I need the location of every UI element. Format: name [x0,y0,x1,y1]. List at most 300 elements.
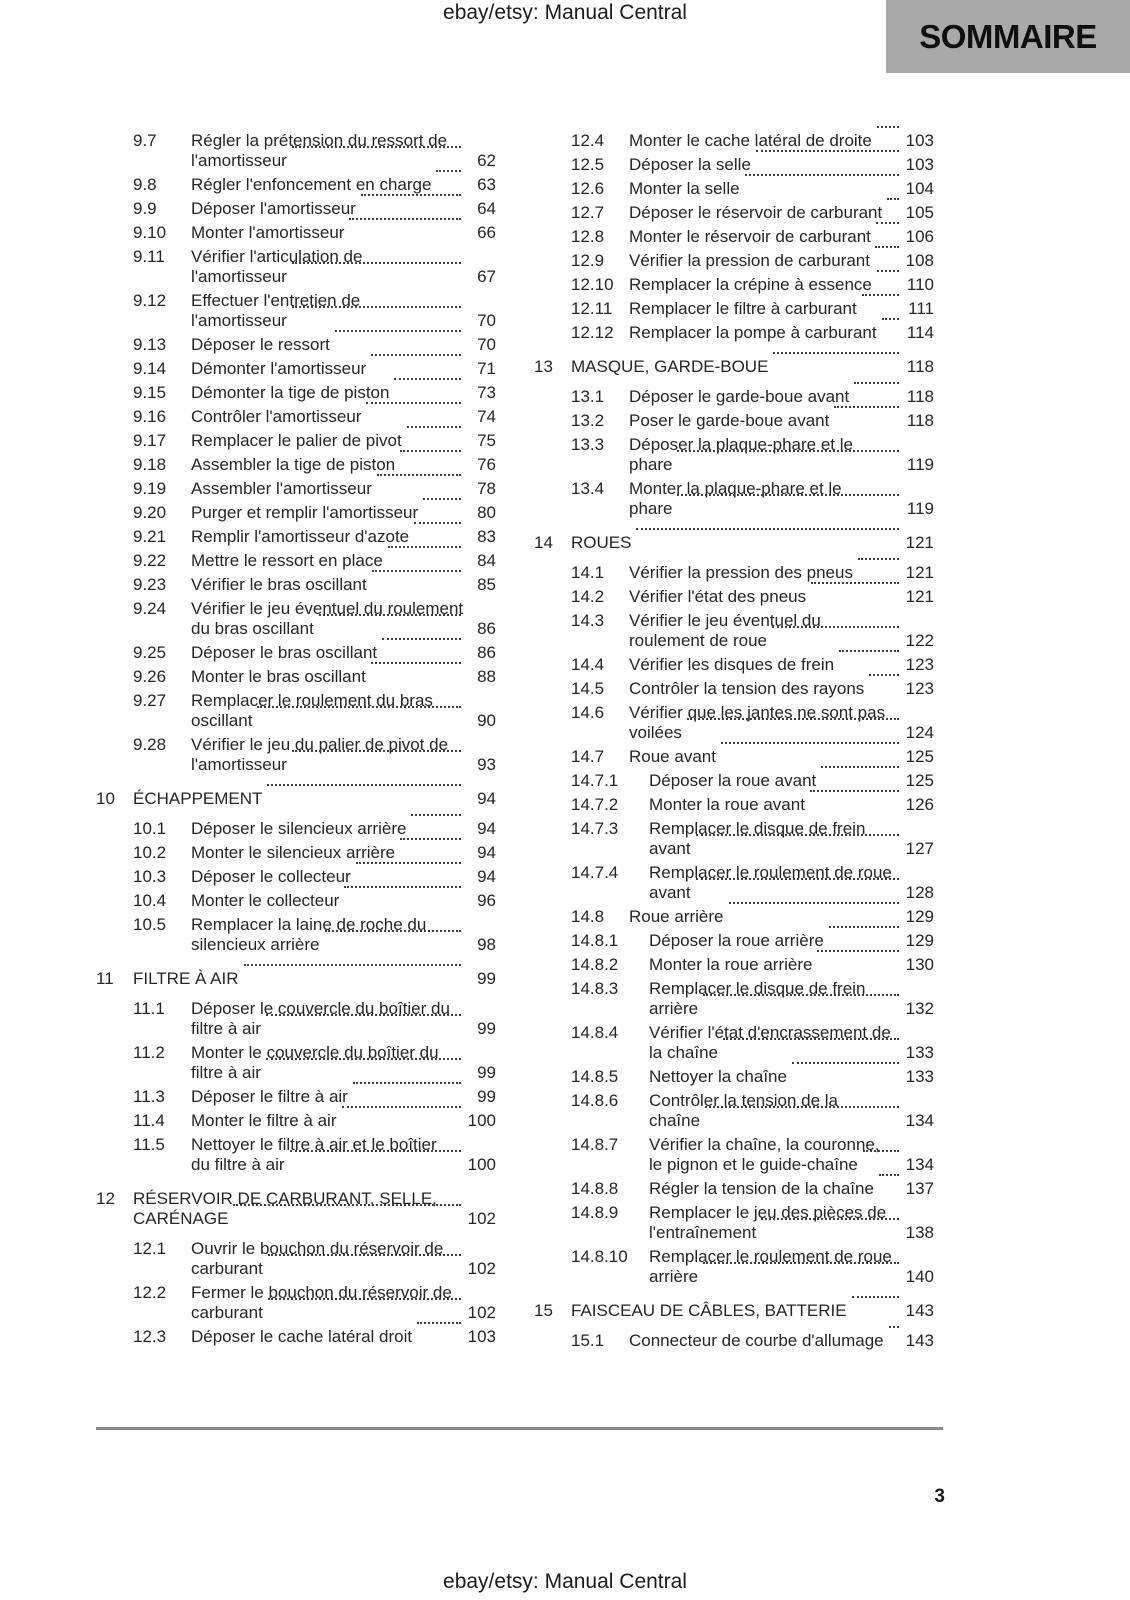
toc-title-lastline [629,179,934,199]
toc-title-block [629,655,934,675]
toc-title-line: Nettoyer le filtre à air et le boîtier [191,1135,437,1154]
toc-entry [534,1135,934,1175]
toc-title-text: Connecteur de courbe d'allumage [629,1331,884,1350]
toc-entry [534,771,934,791]
toc-title-lastline [571,357,934,377]
toc-number: 14.4 [571,655,605,674]
toc-page-ref: 86 [477,619,496,638]
toc-page-ref: 119 [906,499,934,518]
toc-title-lastline [649,1267,934,1287]
toc-entry [534,251,934,271]
toc-title-lastline [191,223,496,243]
toc-number: 12.12 [571,323,614,342]
toc-number: 9.17 [133,431,167,450]
toc-number: 13.3 [571,435,605,454]
toc-number: 14.8 [571,907,605,926]
toc-page-ref: 103 [905,155,934,174]
page-number: 3 [934,1486,945,1507]
toc-title-text: Remplacer la crépine à essence [629,275,872,294]
toc-page-ref: 78 [477,479,496,498]
toc-page-ref: 100 [467,1155,496,1174]
toc-title-text: ROUES [571,533,632,552]
toc-number: 14 [534,533,553,552]
toc-title-lastline [191,667,496,687]
toc-entry [96,199,496,219]
page-header-title: ebay/etsy: Manual Central [443,1,687,24]
toc-title-text: Monter le réservoir de carburant [629,227,871,246]
toc-title-block [191,891,496,911]
toc-entry [96,223,496,243]
toc-title-block [191,575,496,595]
toc-title-lastline [191,711,496,731]
toc-number: 12.6 [571,179,605,198]
toc-title-lastline [649,1179,934,1199]
toc-number: 12.9 [571,251,605,270]
toc-number: 13.1 [571,387,605,406]
toc-title-lastline [629,131,934,151]
toc-page-ref: 84 [477,551,496,570]
toc-number: 14.7.1 [571,771,619,790]
toc-title-lastline [191,1259,496,1279]
toc-title-text: Monter la roue avant [649,795,805,814]
toc-entry [534,955,934,975]
toc-title-lastline [649,1223,934,1243]
toc-entry [534,819,934,859]
toc-entry [96,819,496,839]
toc-title-text: Vérifier la pression de carburant [629,251,870,270]
toc-title-block [629,387,934,407]
toc-number: 9.11 [133,247,165,266]
toc-title-text: chaîne [649,1111,701,1130]
toc-title-text: Poser le garde-boue avant [629,411,830,430]
toc-entry [96,599,496,639]
toc-entry [96,335,496,355]
toc-title-text: Remplacer le filtre à carburant [629,299,857,318]
toc-page-ref: 114 [906,323,934,342]
toc-title-block [133,969,496,989]
toc-entry [96,131,496,171]
toc-title-lastline [191,503,496,523]
toc-title-text: phare [629,499,673,518]
toc-title-lastline [191,431,496,451]
toc-title-block [191,1239,496,1279]
toc-title-text: Contrôler l'amortisseur [191,407,362,426]
toc-title-text: Déposer le ressort [191,335,330,354]
toc-page-ref: 67 [477,267,496,286]
toc-title-block [649,1203,934,1243]
toc-title-block [649,1091,934,1131]
toc-title-block [629,411,934,431]
toc-title-lastline [629,387,934,407]
toc-number: 12.11 [571,299,613,318]
toc-title-text: Monter le filtre à air [191,1111,337,1130]
toc-title-text: Régler l'enfoncement en charge [191,175,432,194]
toc-title-text: du filtre à air [191,1155,285,1174]
toc-page-ref: 99 [477,1087,496,1106]
toc-title-lastline [133,1209,496,1229]
toc-title-lastline [649,955,934,975]
toc-title-block [629,435,934,475]
toc-title-lastline [191,867,496,887]
toc-number: 11.5 [133,1135,165,1154]
toc-number: 14.7.4 [571,863,619,882]
toc-title-lastline [629,499,934,519]
toc-title-line: Monter le couvercle du boîtier du [191,1043,439,1062]
toc-page-ref: 94 [477,819,496,838]
toc-number: 9.12 [133,291,167,310]
toc-number: 12 [96,1189,115,1208]
toc-title-text: le pignon et le guide-chaîne [649,1155,858,1174]
toc-title-lastline [191,151,496,171]
toc-entry [96,1239,496,1279]
toc-number: 11.3 [133,1087,165,1106]
toc-title-text: Purger et remplir l'amortisseur [191,503,419,522]
toc-title-lastline [191,755,496,775]
toc-entry [534,907,934,927]
toc-number: 9.8 [133,175,157,194]
toc-number: 9.19 [133,479,167,498]
toc-title-text: ÉCHAPPEMENT [133,789,263,808]
toc-title-block [191,175,496,195]
toc-column-left [96,131,496,1355]
toc-entry [96,407,496,427]
toc-title-line: Remplacer le disque de frein [649,819,866,838]
toc-title-text: filtre à air [191,1019,261,1038]
toc-title-block [629,323,934,343]
toc-page-ref: 75 [477,431,496,450]
toc-number: 9.20 [133,503,167,522]
toc-title-text: Régler la tension de la chaîne [649,1179,874,1198]
toc-number: 9.26 [133,667,167,686]
toc-entry [534,1067,934,1087]
toc-title-lastline [629,275,934,295]
toc-page-ref: 111 [908,299,934,318]
toc-title-block [191,1283,496,1323]
toc-title-block [191,527,496,547]
toc-title-block [191,1111,496,1131]
toc-title-block [191,1327,496,1347]
toc-page-ref: 94 [477,789,496,808]
toc-page-ref: 76 [477,455,496,474]
toc-title-lastline [571,533,934,553]
toc-number: 11.4 [133,1111,165,1130]
toc-title-text: Déposer l'amortisseur [191,199,356,218]
toc-title-text: Monter le silencieux arrière [191,843,396,862]
toc-title-text: l'amortisseur [191,151,287,170]
toc-title-block [629,611,934,651]
toc-title-text: Mettre le ressort en place [191,551,383,570]
toc-title-text: Monter la roue arrière [649,955,813,974]
toc-title-lastline [191,819,496,839]
toc-title-text: Déposer le collecteur [191,867,351,886]
toc-title-text: oscillant [191,711,253,730]
toc-title-lastline [649,1043,934,1063]
toc-title-line: Remplacer le roulement de roue [649,1247,892,1266]
toc-entry [96,643,496,663]
toc-entry [534,1023,934,1063]
toc-title-block [191,867,496,887]
toc-title-block [191,843,496,863]
toc-title-lastline [191,1155,496,1175]
toc-title-block [649,979,934,1019]
toc-title-line: Remplacer le disque de frein [649,979,866,998]
toc-number: 14.7.3 [571,819,619,838]
toc-page-ref: 66 [477,223,496,242]
toc-entry [96,527,496,547]
toc-number: 14.2 [571,587,605,606]
toc-title-block [571,533,934,553]
toc-title-line: Vérifier le jeu du palier de pivot de [191,735,449,754]
toc-page-ref: 134 [905,1111,934,1130]
toc-number: 10.3 [133,867,167,886]
toc-title-text: Vérifier les disques de frein [629,655,835,674]
toc-title-lastline [629,411,934,431]
toc-page-ref: 96 [477,891,496,910]
toc-page-ref: 94 [477,843,496,862]
toc-page-ref: 118 [906,411,934,430]
toc-number: 14.8.7 [571,1135,619,1154]
toc-title-lastline [191,1111,496,1131]
toc-title-text: CARÉNAGE [133,1209,229,1228]
toc-title-text: Déposer le bras oscillant [191,643,378,662]
toc-page-ref: 123 [905,679,934,698]
toc-title-block [191,667,496,687]
toc-title-lastline [191,891,496,911]
toc-title-text: Monter le collecteur [191,891,340,910]
toc-title-line: Monter la plaque-phare et le [629,479,842,498]
toc-title-block [133,789,496,809]
toc-page-ref: 128 [905,883,934,902]
toc-number: 10.5 [133,915,167,934]
toc-number: 9.24 [133,599,167,618]
toc-title-text: roulement de roue [629,631,767,650]
toc-entry [96,175,496,195]
toc-title-block [649,771,934,791]
toc-entry [96,1135,496,1175]
toc-title-line: RÉSERVOIR DE CARBURANT, SELLE, [133,1189,437,1208]
toc-entry [96,455,496,475]
toc-number: 9.7 [133,131,157,150]
toc-title-block [629,587,934,607]
toc-entry [534,1091,934,1131]
toc-number: 14.8.2 [571,955,619,974]
toc-column-right [534,131,934,1355]
toc-page-ref: 118 [906,357,934,376]
toc-entry [534,703,934,743]
toc-entry [96,891,496,911]
toc-title-block [191,819,496,839]
toc-title-block [629,703,934,743]
toc-page-ref: 133 [905,1067,934,1086]
toc-number: 12.8 [571,227,605,246]
toc-entry [534,179,934,199]
toc-page-ref: 102 [467,1209,496,1228]
toc-entry [534,931,934,951]
toc-title-block [649,1023,934,1063]
toc-title-line: Vérifier le jeu éventuel du roulement [191,599,464,618]
toc-title-block [629,203,934,223]
toc-title-lastline [649,1111,934,1131]
toc-page-ref: 121 [905,587,934,606]
toc-entry [534,155,934,175]
toc-title-text: l'entraînement [649,1223,757,1242]
toc-title-block [629,179,934,199]
toc-number: 13.4 [571,479,605,498]
toc-title-text: Remplir l'amortisseur d'azote [191,527,410,546]
toc-entry [96,575,496,595]
toc-title-block [629,251,934,271]
toc-title-block [133,1189,496,1229]
toc-title-lastline [629,455,934,475]
toc-title-block [649,931,934,951]
toc-number: 14.8.4 [571,1023,619,1042]
toc-number: 9.15 [133,383,167,402]
toc-title-lastline [191,383,496,403]
toc-entry [534,299,934,319]
toc-number: 14.8.8 [571,1179,619,1198]
toc-title-block [191,291,496,331]
toc-number: 13 [534,357,553,376]
toc-title-block [649,955,934,975]
toc-entry [96,1283,496,1323]
toc-title-text: Roue avant [629,747,716,766]
toc-title-block [629,479,934,519]
toc-title-lastline [191,619,496,639]
toc-title-block [191,503,496,523]
toc-page-ref: 108 [905,251,934,270]
toc-title-text: Roue arrière [629,907,724,926]
toc-title-text: Déposer le silencieux arrière [191,819,407,838]
toc-title-lastline [629,155,934,175]
toc-entry [534,131,934,151]
toc-page-ref: 103 [467,1327,496,1346]
toc-title-block [191,1135,496,1175]
toc-page-ref: 99 [477,969,496,988]
toc-title-text: Déposer le garde-boue avant [629,387,850,406]
toc-page-ref: 70 [477,311,496,330]
toc-title-text: Monter la selle [629,179,740,198]
toc-title-block [649,1067,934,1087]
toc-title-text: Vérifier l'état des pneus [629,587,807,606]
toc-title-text: l'amortisseur [191,311,287,330]
toc-number: 14.8.6 [571,1091,619,1110]
toc-entry [96,735,496,775]
toc-title-text: Vérifier le bras oscillant [191,575,367,594]
toc-title-line: Remplacer le jeu des pièces de [649,1203,887,1222]
toc-number: 12.10 [571,275,614,294]
toc-title-block [629,907,934,927]
toc-entry [96,1087,496,1107]
toc-title-block [571,1301,934,1321]
toc-page-ref: 88 [477,667,496,686]
toc-title-text: Remplacer le palier de pivot [191,431,402,450]
toc-page-ref: 121 [905,563,934,582]
toc-page-ref: 121 [905,533,934,552]
toc-title-text: silencieux arrière [191,935,320,954]
sommaire-banner [886,0,1130,73]
toc-page-ref: 134 [905,1155,934,1174]
toc-page-ref: 143 [905,1331,934,1350]
toc-title-line: Régler la prétension du ressort de [191,131,448,150]
toc-title-block [649,863,934,903]
toc-title-text: Assembler la tige de piston [191,455,396,474]
toc-page-ref: 125 [905,747,934,766]
toc-number: 14.3 [571,611,605,630]
toc-title-block [191,383,496,403]
toc-entry [534,611,934,651]
toc-title-lastline [649,1067,934,1087]
toc-title-lastline [649,1155,934,1175]
toc-title-text: Démonter la tige de piston [191,383,390,402]
toc-title-lastline [191,527,496,547]
toc-title-text: Déposer la roue avant [649,771,817,790]
toc-number: 11.1 [133,999,165,1018]
toc-page-ref: 62 [477,151,496,170]
toc-title-block [191,199,496,219]
toc-title-lastline [191,267,496,287]
toc-entry [96,1327,496,1347]
toc-entry [534,1179,934,1199]
toc-page-ref: 105 [905,203,934,222]
toc-title-text: FAISCEAU DE CÂBLES, BATTERIE [571,1301,847,1320]
toc-page-ref: 99 [477,1019,496,1038]
toc-title-block [629,299,934,319]
toc-title-line: Contrôler la tension de la [649,1091,839,1110]
toc-title-lastline [191,643,496,663]
toc-title-text: arrière [649,1267,699,1286]
toc-page-ref: 80 [477,503,496,522]
toc-page-ref: 90 [477,711,496,730]
toc-title-line: Vérifier la chaîne, la couronne, [649,1135,880,1154]
toc-title-text: Déposer la roue arrière [649,931,824,950]
toc-page-ref: 129 [905,931,934,950]
toc-title-text: Déposer le filtre à air [191,1087,348,1106]
toc-title-text: filtre à air [191,1063,261,1082]
toc-number: 12.2 [133,1283,167,1302]
toc-number: 9.10 [133,223,167,242]
toc-page-ref: 123 [905,655,934,674]
toc-title-block [191,691,496,731]
toc-page-ref: 129 [905,907,934,926]
toc-title-text: phare [629,455,673,474]
sommaire-banner-label: SOMMAIRE [919,17,1097,55]
toc-entry [534,587,934,607]
toc-title-lastline [629,907,934,927]
toc-entry [534,435,934,475]
toc-number: 13.2 [571,411,605,430]
toc-title-lastline [649,771,934,791]
toc-title-block [629,679,934,699]
toc-page-ref: 100 [467,1111,496,1130]
toc-title-block [629,155,934,175]
toc-title-lastline [629,587,934,607]
toc-title-block [191,999,496,1039]
toc-page-ref: 102 [467,1259,496,1278]
toc-number: 9.14 [133,359,167,378]
toc-number: 14.8.9 [571,1203,619,1222]
toc-entry [96,247,496,287]
toc-entry [534,655,934,675]
page-footer-title: ebay/etsy: Manual Central [443,1570,687,1593]
toc-entry [534,863,934,903]
toc-title-text: Déposer le cache latéral droit [191,1327,413,1346]
toc-page-ref: 93 [477,755,496,774]
toc-section [96,1189,496,1229]
toc-entry [96,1111,496,1131]
toc-title-lastline [191,1303,496,1323]
toc-title-lastline [191,199,496,219]
toc-entry [96,843,496,863]
